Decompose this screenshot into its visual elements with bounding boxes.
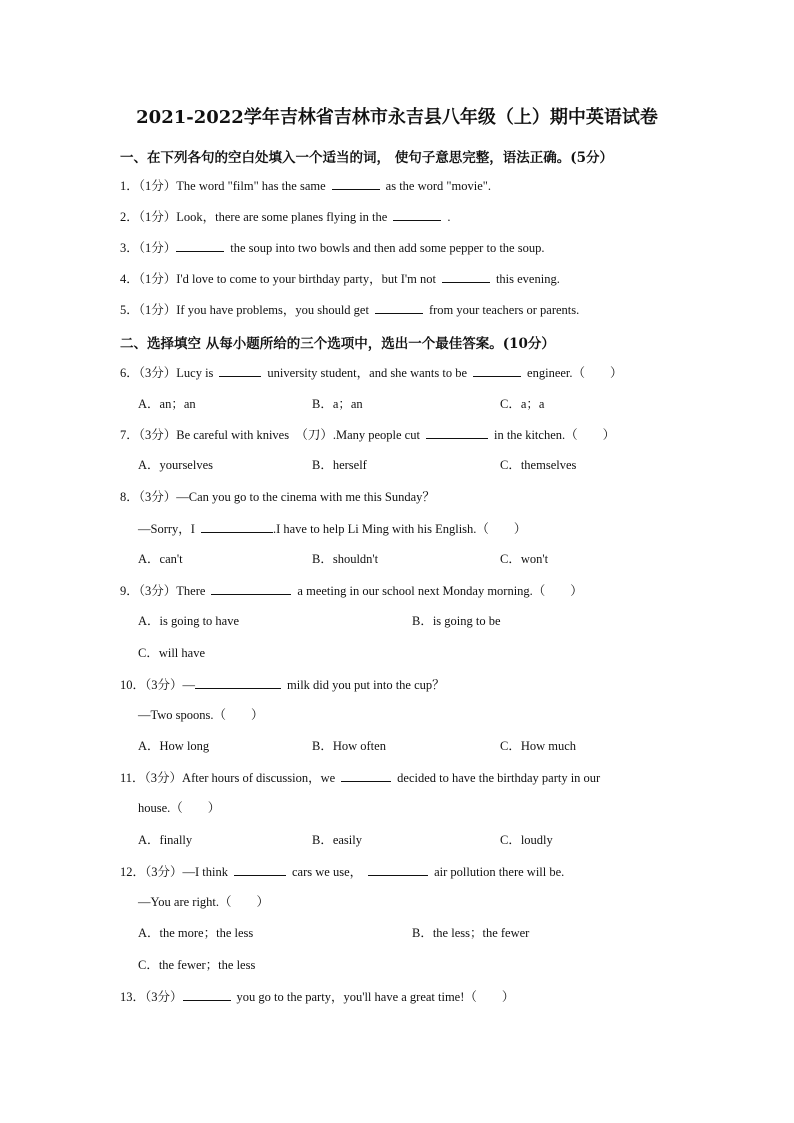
option-c[interactable]: C．the fewer；the less xyxy=(138,958,256,972)
option-a[interactable]: A．can't xyxy=(138,552,183,566)
option-a[interactable]: A．an；an xyxy=(138,397,196,411)
option-a[interactable]: A．How long xyxy=(138,739,210,753)
question-10: 10．（3分）— milk did you put into the cup？ xyxy=(120,678,445,692)
option-a[interactable]: A．yourselves xyxy=(138,458,213,472)
question-3: 3．（1分） the soup into two bowls and then add some pepper to the soup. xyxy=(120,241,545,255)
question-4: 4．（1分）I'd love to come to your birthday party，but I'm not this evening. xyxy=(120,272,560,286)
answer-blank[interactable] xyxy=(375,301,423,314)
option-b[interactable]: B．a；an xyxy=(312,397,363,411)
answer-blank[interactable] xyxy=(341,769,391,782)
question-2: 2．（1分）Look，there are some planes flying in the . xyxy=(120,210,451,224)
section1-heading: 一、在下列各句的空白处填入一个适当的词， 使句子意思完整，语法正确。(5分） xyxy=(120,150,613,166)
answer-blank[interactable] xyxy=(183,988,231,1001)
option-a[interactable]: A．is going to have xyxy=(138,614,240,628)
question-1: 1．（1分）The word "film" has the same as the word "movie". xyxy=(120,179,491,193)
answer-blank[interactable] xyxy=(393,208,441,221)
option-b[interactable]: B．the less；the fewer xyxy=(412,926,530,940)
option-a[interactable]: A．the more；the less xyxy=(138,926,254,940)
exam-title: 2021-2022学年吉林省吉林市永吉县八年级（上）期中英语试卷 xyxy=(136,107,658,128)
answer-blank[interactable] xyxy=(176,239,224,252)
answer-blank[interactable] xyxy=(473,364,521,377)
answer-blank[interactable] xyxy=(368,863,428,876)
option-b[interactable]: B．is going to be xyxy=(412,614,501,628)
option-c[interactable]: C．How much xyxy=(500,739,577,753)
answer-blank[interactable] xyxy=(234,863,286,876)
option-c[interactable]: C．themselves xyxy=(500,458,577,472)
answer-blank[interactable] xyxy=(332,177,380,190)
question-7: 7．（3分）Be careful with knives （刀）.Many people cut in the kitchen.（ ） xyxy=(120,428,616,442)
answer-blank[interactable] xyxy=(219,364,261,377)
answer-blank[interactable] xyxy=(442,270,490,283)
option-c[interactable]: C．a；a xyxy=(500,397,545,411)
question-11-line2: house.（ ） xyxy=(138,801,221,815)
question-9: 9．（3分）There a meeting in our school next Monday morning.（ ） xyxy=(120,584,583,598)
question-12: 12．（3分）—I think cars we use， air pollution there will be. xyxy=(120,865,565,879)
answer-blank[interactable] xyxy=(195,676,281,689)
option-c[interactable]: C．will have xyxy=(138,646,206,660)
answer-blank[interactable] xyxy=(426,426,488,439)
question-13: 13．（3分） you go to the party，you'll have a great time!（ ） xyxy=(120,990,515,1004)
option-a[interactable]: A．finally xyxy=(138,833,193,847)
option-b[interactable]: B．herself xyxy=(312,458,367,472)
question-8: 8．（3分）—Can you go to the cinema with me this Sunday？ xyxy=(120,490,435,504)
answer-blank[interactable] xyxy=(201,520,273,533)
question-11: 11．（3分）After hours of discussion，we decided to have the birthday party in our xyxy=(120,771,601,785)
question-12-line2: —You are right.（ ） xyxy=(138,895,270,909)
question-6: 6．（3分）Lucy is university student，and she wants to be engineer.（ ） xyxy=(120,366,623,380)
section2-heading: 二、选择填空 从每小题所给的三个选项中，选出一个最佳答案。(10分） xyxy=(120,336,555,352)
option-c[interactable]: C．won't xyxy=(500,552,549,566)
option-c[interactable]: C．loudly xyxy=(500,833,553,847)
question-5: 5．（1分）If you have problems，you should get from your teachers or parents. xyxy=(120,303,580,317)
option-b[interactable]: B．How often xyxy=(312,739,386,753)
option-b[interactable]: B．shouldn't xyxy=(312,552,379,566)
answer-blank[interactable] xyxy=(211,582,291,595)
question-8-line2: —Sorry，I .I have to help Li Ming with his English.（ ） xyxy=(138,522,527,536)
question-10-line2: —Two spoons.（ ） xyxy=(138,708,264,722)
option-b[interactable]: B．easily xyxy=(312,833,362,847)
